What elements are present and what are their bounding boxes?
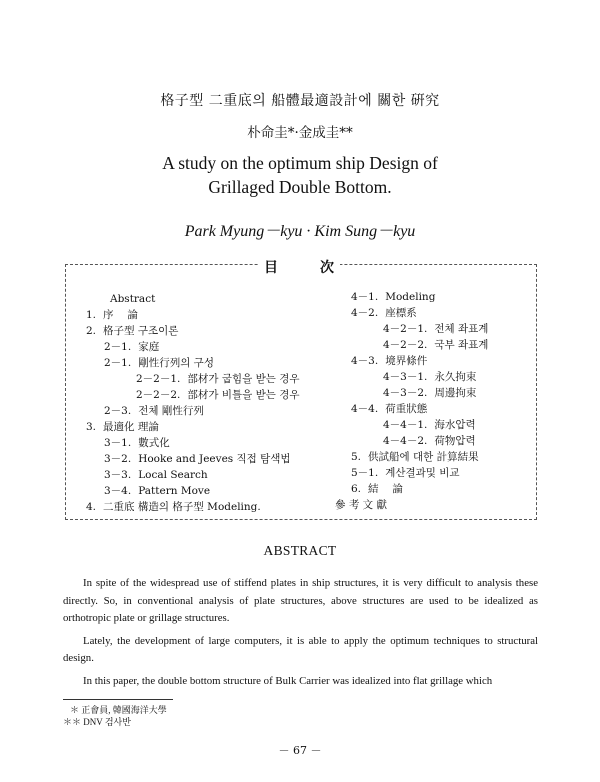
toc-entry-number: 4－4－1. <box>383 419 428 431</box>
authors-english: Park Myung－kyu · Kim Sung－kyu <box>184 223 416 240</box>
toc-entry-title: Hooke and Jeeves 직접 탐색법 <box>138 453 291 465</box>
toc-entry-number: 4－4－2. <box>383 435 428 447</box>
footnote-rule <box>63 699 173 700</box>
toc-entry-number: 2－3. <box>104 405 132 417</box>
abstract-body <box>63 575 538 691</box>
toc-entry <box>86 499 300 515</box>
toc-entry-number: 1. <box>86 309 97 321</box>
toc-entry <box>335 497 488 513</box>
toc-entry <box>86 387 300 403</box>
toc-entry-title: 結 論 <box>368 483 403 495</box>
toc-entry-title: 전체 剛性行列 <box>138 405 204 417</box>
toc-entry-number: 5－1. <box>351 467 379 479</box>
toc-entry-title: 最適化 理論 <box>103 421 159 433</box>
toc-entry-title: 周邊拘束 <box>434 387 477 399</box>
toc-entry-title: 전체 좌표계 <box>434 323 489 335</box>
toc-entry-title: 序 論 <box>103 309 138 321</box>
toc-entry-number: 3－4. <box>104 485 132 497</box>
toc-entry-title: 국부 좌표계 <box>434 339 489 351</box>
toc-entry-title: Abstract <box>110 293 156 305</box>
toc-entry-title: 家庭 <box>138 341 160 353</box>
toc-entry <box>335 465 488 481</box>
toc-entry-title: 部材가 굽힘을 받는 경우 <box>187 373 300 385</box>
toc-entry-number: 2－1. <box>104 341 132 353</box>
toc-entry-number: 2－2－2. <box>136 389 181 401</box>
toc-entry-title: Modeling <box>385 291 436 303</box>
toc-entry-number: 3－1. <box>104 437 132 449</box>
toc-entry <box>86 435 300 451</box>
toc-entry <box>335 433 488 449</box>
toc-entry <box>335 305 488 321</box>
toc-entry-number: 4－3－2. <box>383 387 428 399</box>
footnote-1: ＊ 正會員, 韓國海洋大學 <box>70 705 167 715</box>
toc-entry-title: 海水압력 <box>434 419 476 431</box>
toc-entry-title: Pattern Move <box>138 485 211 497</box>
toc-entry-title: 參 考 文 獻 <box>335 499 388 511</box>
toc-entry-number: 3－2. <box>104 453 132 465</box>
toc-entry <box>86 419 300 435</box>
toc-entry-number: 4－3－1. <box>383 371 428 383</box>
toc-header-left: 目 <box>264 260 278 276</box>
toc-entry <box>86 403 300 419</box>
footnote-2: ＊＊ DNV 검사반 <box>63 717 131 727</box>
toc-entry-number: 2－1. <box>104 357 132 369</box>
toc-entry <box>86 355 300 371</box>
toc-entry <box>86 291 300 307</box>
toc-entry-title: 계산결과및 비교 <box>385 467 460 479</box>
toc-entry-number: 3. <box>86 421 97 433</box>
toc-entry-title: 剛性行列의 구성 <box>138 357 214 369</box>
toc-entry <box>86 483 300 499</box>
toc-entry-number: 4－4. <box>351 403 379 415</box>
toc-entry-title: 格子型 구조이론 <box>103 325 179 337</box>
toc-entry <box>86 339 300 355</box>
toc-entry <box>335 385 488 401</box>
toc-entry <box>335 417 488 433</box>
toc-entry <box>86 307 300 323</box>
abstract-paragraph: In this paper, the double bottom structure of Bulk Carrier was idealized into flat grillage which <box>83 674 493 687</box>
toc-entry <box>335 337 488 353</box>
paper-title-english-line-1: A study on the optimum ship Design of <box>162 153 438 173</box>
toc-entry <box>335 369 488 385</box>
toc-entry-number: 6. <box>351 483 362 495</box>
toc-header-right: 次 <box>320 260 334 276</box>
toc-entry <box>86 323 300 339</box>
toc-entry-title: 境界條件 <box>385 355 428 367</box>
toc-entry-number: 4－2－1. <box>383 323 428 335</box>
toc-entry <box>335 353 488 369</box>
toc-entry <box>86 371 300 387</box>
toc-entry-title: 永久拘束 <box>434 371 477 383</box>
toc-entry-title: 荷重狀態 <box>385 403 428 415</box>
toc-entry-number: 2. <box>86 325 97 337</box>
toc-entry-title: 數式化 <box>138 437 170 449</box>
toc-entry <box>86 451 300 467</box>
toc-entry-number: 2－2－1. <box>136 373 181 385</box>
toc-header <box>258 257 340 277</box>
toc-entry-number: 4－2－2. <box>383 339 428 351</box>
toc-entry-number: 5. <box>351 451 362 463</box>
toc-entry <box>86 467 300 483</box>
abstract-paragraph: Lately, the development of large computers, it is able to apply the optimum techniques to structural design. <box>63 634 538 665</box>
abstract-heading: ABSTRACT <box>263 543 337 558</box>
toc-entry <box>335 289 488 305</box>
toc-entry-number: 3－3. <box>104 469 132 481</box>
toc-left-column <box>86 291 300 515</box>
toc-entry <box>335 449 488 465</box>
toc-entry-title: 供試船에 대한 計算結果 <box>368 451 479 463</box>
toc-entry-title: 部材가 비틀을 받는 경우 <box>187 389 300 401</box>
toc-entry-number: 4－1. <box>351 291 379 303</box>
abstract-paragraph: In spite of the widespread use of stiffend plates in ship structures, it is very difficult to analysis these directly. So, in conventional analysis of plate structures, above structures are used to be idealized as orthotropic plate or grillage structures. <box>63 577 538 625</box>
toc-right-column <box>335 289 488 513</box>
toc-entry <box>335 481 488 497</box>
paper-title-korean: 格子型 二重底의 船體最適設計에 關한 硏究 <box>160 93 440 109</box>
toc-entry-title: 座標系 <box>385 307 417 319</box>
authors-korean: 朴命圭*·金成圭** <box>247 125 353 141</box>
toc-entry-number: 4－3. <box>351 355 379 367</box>
toc-entry-title: Local Search <box>138 469 208 481</box>
paper-title-english-line-2: Grillaged Double Bottom. <box>208 177 392 197</box>
toc-entry-title: 二重底 構造의 格子型 Modeling. <box>103 501 261 513</box>
toc-entry-number: 4. <box>86 501 97 513</box>
toc-entry-number: 4－2. <box>351 307 379 319</box>
toc-entry-title: 荷物압력 <box>434 435 476 447</box>
toc-entry <box>335 321 488 337</box>
toc-entry <box>335 401 488 417</box>
page-number: － 67 － <box>278 744 322 757</box>
